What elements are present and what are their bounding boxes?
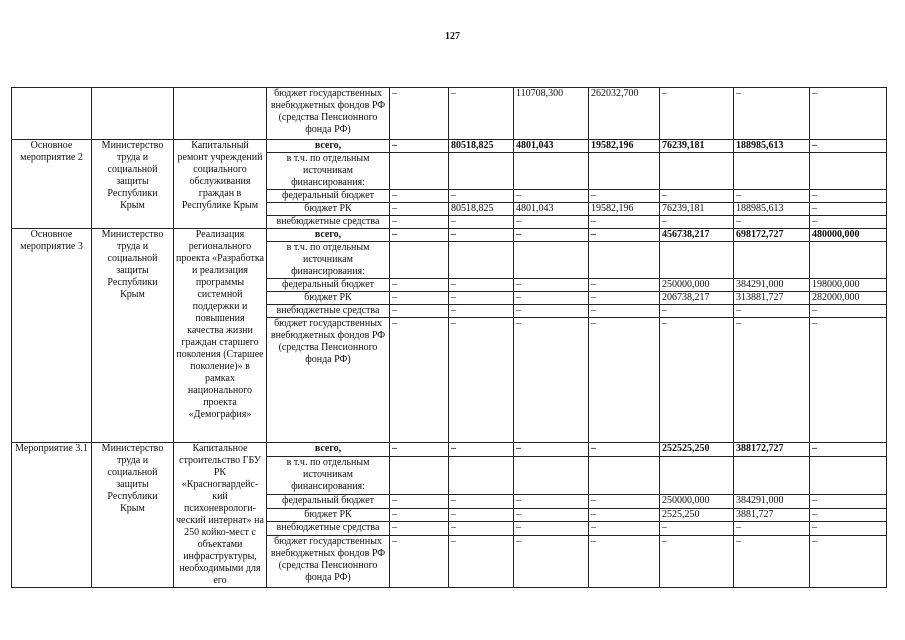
value-cell: – bbox=[810, 495, 887, 509]
value-cell: – bbox=[734, 535, 810, 587]
source-cell: всего, bbox=[267, 229, 390, 242]
value-cell: 76239,181 bbox=[660, 140, 734, 153]
source-cell: внебюджетные средства bbox=[267, 522, 390, 536]
value-cell: 384291,000 bbox=[734, 495, 810, 509]
value-cell: 19582,196 bbox=[589, 140, 660, 153]
value-cell: – bbox=[449, 522, 514, 536]
value-cell bbox=[810, 456, 887, 495]
value-cell: – bbox=[589, 229, 660, 242]
table-row bbox=[12, 140, 887, 153]
value-cell: – bbox=[390, 318, 449, 443]
source-cell: бюджет РК bbox=[267, 203, 390, 216]
value-cell: 206738,217 bbox=[660, 292, 734, 305]
source-cell: федеральный бюджет bbox=[267, 190, 390, 203]
value-cell: – bbox=[390, 522, 449, 536]
value-cell: – bbox=[810, 522, 887, 536]
value-cell: – bbox=[514, 305, 589, 318]
value-cell: – bbox=[449, 305, 514, 318]
page-number: 127 bbox=[445, 31, 460, 42]
value-cell bbox=[514, 242, 589, 279]
executor-cell bbox=[92, 88, 174, 140]
value-cell: 80518,825 bbox=[449, 140, 514, 153]
value-cell: – bbox=[514, 522, 589, 536]
value-cell bbox=[734, 242, 810, 279]
source-cell: федеральный бюджет bbox=[267, 279, 390, 292]
value-cell: 2525,250 bbox=[660, 508, 734, 522]
source-cell: внебюджетные средства bbox=[267, 216, 390, 229]
value-cell bbox=[390, 242, 449, 279]
value-cell: – bbox=[390, 216, 449, 229]
value-cell: – bbox=[810, 140, 887, 153]
executor-cell: Министерство труда и социальной защиты Республики Крым bbox=[92, 229, 174, 443]
value-cell: 388172,727 bbox=[734, 443, 810, 457]
value-cell bbox=[660, 242, 734, 279]
value-cell: 698172,727 bbox=[734, 229, 810, 242]
source-cell: бюджет РК bbox=[267, 292, 390, 305]
value-cell: 188985,613 bbox=[734, 140, 810, 153]
source-cell: федеральный бюджет bbox=[267, 495, 390, 509]
measure-name-cell: Мероприятие 3.1 bbox=[12, 443, 92, 588]
source-cell: всего, bbox=[267, 140, 390, 153]
value-cell: 313881,727 bbox=[734, 292, 810, 305]
table-row bbox=[12, 88, 887, 140]
value-cell: – bbox=[390, 203, 449, 216]
value-cell bbox=[810, 242, 887, 279]
value-cell: – bbox=[390, 279, 449, 292]
value-cell: – bbox=[514, 190, 589, 203]
value-cell: 110708,300 bbox=[514, 88, 589, 140]
source-cell: бюджет РК bbox=[267, 508, 390, 522]
value-cell: – bbox=[514, 292, 589, 305]
value-cell bbox=[390, 456, 449, 495]
funding-table bbox=[11, 87, 887, 588]
value-cell: – bbox=[449, 229, 514, 242]
value-cell: – bbox=[660, 522, 734, 536]
value-cell: – bbox=[589, 535, 660, 587]
value-cell: – bbox=[734, 190, 810, 203]
value-cell: 19582,196 bbox=[589, 203, 660, 216]
value-cell: 456738,217 bbox=[660, 229, 734, 242]
value-cell: – bbox=[390, 190, 449, 203]
value-cell: – bbox=[810, 190, 887, 203]
value-cell: – bbox=[514, 508, 589, 522]
value-cell bbox=[660, 153, 734, 190]
value-cell: – bbox=[660, 535, 734, 587]
value-cell: – bbox=[734, 88, 810, 140]
description-cell: Капитальный ремонт учреждений социального обслуживания граждан в Республике Крым bbox=[174, 140, 267, 229]
value-cell: – bbox=[449, 190, 514, 203]
source-cell: бюджет государственных внебюджетных фондов РФ (средства Пенсионного фонда РФ) bbox=[267, 88, 390, 140]
value-cell: – bbox=[589, 508, 660, 522]
value-cell: – bbox=[514, 229, 589, 242]
value-cell: 282000,000 bbox=[810, 292, 887, 305]
description-cell: Реализация регионального проекта «Разработка и реализация программы системной поддержки и повышения качества жизни граждан старшего поколения (Старшее поколение)» в рамках национального проекта «Демография» bbox=[174, 229, 267, 443]
source-cell: в т.ч. по отдельным источникам финансирования: bbox=[267, 153, 390, 190]
source-cell: в т.ч. по отдельным источникам финансирования: bbox=[267, 242, 390, 279]
value-cell: – bbox=[734, 522, 810, 536]
measure-name-cell: Основное мероприятие 2 bbox=[12, 140, 92, 229]
value-cell: – bbox=[514, 279, 589, 292]
value-cell: – bbox=[660, 216, 734, 229]
table-row bbox=[12, 229, 887, 242]
value-cell: 76239,181 bbox=[660, 203, 734, 216]
value-cell: 80518,825 bbox=[449, 203, 514, 216]
value-cell: – bbox=[810, 203, 887, 216]
value-cell: 252525,250 bbox=[660, 443, 734, 457]
value-cell: – bbox=[810, 305, 887, 318]
value-cell: – bbox=[449, 292, 514, 305]
value-cell: 480000,000 bbox=[810, 229, 887, 242]
value-cell: – bbox=[390, 443, 449, 457]
value-cell: – bbox=[514, 535, 589, 587]
value-cell: – bbox=[449, 216, 514, 229]
source-cell: бюджет государственных внебюджетных фондов РФ (средства Пенсионного фонда РФ) bbox=[267, 535, 390, 587]
value-cell: – bbox=[514, 495, 589, 509]
value-cell: – bbox=[589, 522, 660, 536]
value-cell: – bbox=[514, 443, 589, 457]
value-cell: – bbox=[514, 318, 589, 443]
value-cell: 188985,613 bbox=[734, 203, 810, 216]
description-cell: Капитальное строительство ГБУ РК «Красногвардейс-кий психоневрологи-ческий интернат» на 250 койко-мест с объектами инфраструктуры, необходимыми для его bbox=[174, 443, 267, 588]
source-cell: всего, bbox=[267, 443, 390, 457]
value-cell: – bbox=[390, 495, 449, 509]
value-cell: – bbox=[589, 495, 660, 509]
value-cell: – bbox=[660, 318, 734, 443]
value-cell: – bbox=[390, 88, 449, 140]
value-cell: – bbox=[810, 318, 887, 443]
measure-name-cell: Основное мероприятие 3 bbox=[12, 229, 92, 443]
value-cell: – bbox=[390, 508, 449, 522]
value-cell: – bbox=[810, 535, 887, 587]
value-cell bbox=[660, 456, 734, 495]
value-cell: – bbox=[660, 305, 734, 318]
value-cell: 262032,700 bbox=[589, 88, 660, 140]
value-cell: – bbox=[660, 88, 734, 140]
value-cell: – bbox=[449, 88, 514, 140]
value-cell: – bbox=[734, 216, 810, 229]
value-cell: – bbox=[449, 535, 514, 587]
value-cell bbox=[390, 153, 449, 190]
value-cell: – bbox=[390, 292, 449, 305]
value-cell: 384291,000 bbox=[734, 279, 810, 292]
value-cell bbox=[449, 456, 514, 495]
description-cell bbox=[174, 88, 267, 140]
source-cell: в т.ч. по отдельным источникам финансирования: bbox=[267, 456, 390, 495]
value-cell: – bbox=[734, 318, 810, 443]
value-cell: – bbox=[449, 279, 514, 292]
value-cell: – bbox=[449, 318, 514, 443]
value-cell bbox=[589, 242, 660, 279]
value-cell: – bbox=[514, 216, 589, 229]
value-cell: – bbox=[390, 305, 449, 318]
value-cell: – bbox=[589, 216, 660, 229]
value-cell: – bbox=[589, 318, 660, 443]
executor-cell: Министерство труда и социальной защиты Республики Крым bbox=[92, 140, 174, 229]
value-cell: 3881,727 bbox=[734, 508, 810, 522]
value-cell bbox=[734, 153, 810, 190]
value-cell: – bbox=[449, 495, 514, 509]
value-cell: – bbox=[589, 292, 660, 305]
value-cell: 250000,000 bbox=[660, 279, 734, 292]
value-cell: – bbox=[449, 508, 514, 522]
value-cell: 4801,043 bbox=[514, 140, 589, 153]
source-cell: внебюджетные средства bbox=[267, 305, 390, 318]
value-cell bbox=[514, 456, 589, 495]
source-cell: бюджет государственных внебюджетных фондов РФ (средства Пенсионного фонда РФ) bbox=[267, 318, 390, 443]
value-cell: – bbox=[390, 229, 449, 242]
value-cell: – bbox=[390, 140, 449, 153]
value-cell: – bbox=[589, 305, 660, 318]
value-cell bbox=[810, 153, 887, 190]
value-cell: – bbox=[810, 508, 887, 522]
value-cell: – bbox=[660, 190, 734, 203]
measure-name-cell bbox=[12, 88, 92, 140]
value-cell: – bbox=[810, 443, 887, 457]
value-cell: 250000,000 bbox=[660, 495, 734, 509]
value-cell bbox=[514, 153, 589, 190]
value-cell: 198000,000 bbox=[810, 279, 887, 292]
value-cell: – bbox=[810, 216, 887, 229]
value-cell: – bbox=[390, 535, 449, 587]
value-cell: – bbox=[734, 305, 810, 318]
value-cell: – bbox=[589, 190, 660, 203]
value-cell: – bbox=[589, 279, 660, 292]
value-cell: – bbox=[449, 443, 514, 457]
value-cell bbox=[449, 242, 514, 279]
value-cell: – bbox=[589, 443, 660, 457]
value-cell bbox=[734, 456, 810, 495]
table-row bbox=[12, 443, 887, 457]
value-cell bbox=[449, 153, 514, 190]
value-cell bbox=[589, 456, 660, 495]
value-cell bbox=[589, 153, 660, 190]
value-cell: – bbox=[810, 88, 887, 140]
value-cell: 4801,043 bbox=[514, 203, 589, 216]
executor-cell: Министерство труда и социальной защиты Республики Крым bbox=[92, 443, 174, 588]
